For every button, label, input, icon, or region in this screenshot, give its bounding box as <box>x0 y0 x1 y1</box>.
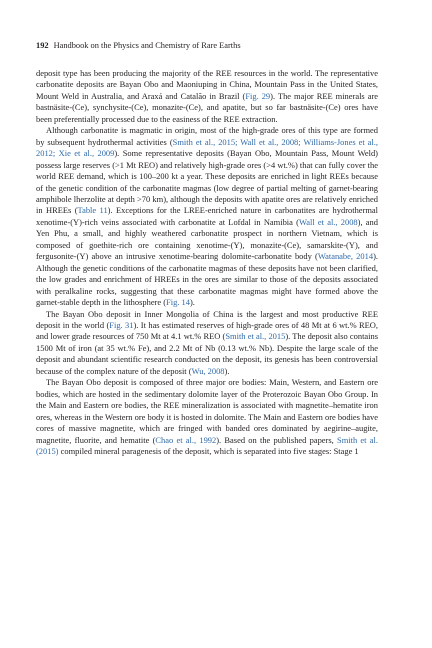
citation-link[interactable]: Fig. 31 <box>109 319 134 330</box>
citation-link[interactable]: Smith et al., 2015 <box>225 331 286 342</box>
citation-link[interactable]: Wu, 2008 <box>191 365 225 376</box>
page-number: 192 <box>36 41 49 50</box>
paragraph <box>36 68 378 125</box>
citation-link[interactable]: Chao et al., 1992 <box>155 434 217 445</box>
citation-link[interactable]: Fig. 14 <box>166 297 190 308</box>
running-header <box>36 41 241 51</box>
citation-link[interactable]: Smith et al., 2015; Wall et al., 2008; Williams-Jones et al., 2012; Xie et al., 2009 <box>36 136 378 159</box>
body-text <box>36 68 378 457</box>
paragraph-text: The Bayan Obo deposit in Inner Mongolia of China is the largest and most productive REE deposit in the world ( <box>36 308 378 330</box>
paragraph-text: ). Exceptions for the LREE-enriched nature in carbonatites are hydrothermal xenotime-(Y)-rich veins associated with carbonatite at Lofdal in Namibia ( <box>36 205 379 227</box>
citation-link[interactable]: Smith et al. (2015) <box>36 434 378 456</box>
paragraph-text: ). The major REE minerals are bastnäsite-(Ce), synchysite-(Ce), monazite-(Ce), and apatite, but so far bastnäsite-(Ce) ores have been preferentially processed due to the easiness of the REE extraction. <box>36 90 378 124</box>
paragraph-text: Although carbonatite is magmatic in origin, most of the high-grade ores of this type are formed by subsequent hydrothermal activities ( <box>36 125 378 147</box>
paragraph <box>36 377 378 457</box>
citation-link[interactable]: Wall et al., 2008 <box>298 216 358 227</box>
citation-link[interactable]: Table 11 <box>77 205 108 216</box>
paragraph-text: ). It has estimated reserves of high-grade ores of 48 Mt at 6 wt.% REO, and lower grade resources of 750 Mt at 4.1 wt.% REO ( <box>36 319 379 342</box>
paragraph-text: ). The deposit also contains 1500 Mt of iron (at 35 wt.% Fe), and 2.2 Mt of Nb (0.13 wt.% Nb). Despite the large scale of the deposit and abundant scientific research conducted on the deposit, its genesis has been controversial because of the complex nature of the deposit ( <box>36 331 378 376</box>
paragraph-text: ). Some representative deposits (Bayan Obo, Mountain Pass, Mount Weld) possess large reserves (>1 Mt REO) and relatively high-grade ores (>4 wt.%) that can fully cover the world REE demand, which is 100–200 kt a year. These deposits are enriched in light REEs because of the genetic condition of the carbonatite magmas (low degree of partial melting of garnet-bearing amphibole lherzolite at depth >70 km), although the deposits with apatite ores are relatively enriched in HREEs ( <box>36 148 378 216</box>
running-title: Handbook on the Physics and Chemistry of Rare Earths <box>53 41 241 50</box>
paragraph-text: deposit type has been producing the majority of the REE resources in the world. The representative carbonatite deposits are Bayan Obo and Maoniuping in China, Mountain Pass in the United States, Mount Weld in Australia, and Araxá and Catalão in Brazil ( <box>36 68 378 101</box>
paragraph-text: ). Although the genetic conditions of the carbonatite magmas of these deposits have not been clarified, the low grades and enrichment of HREEs in the ores are similar to those of the deposits associated with peralkaline rocks, suggesting that these carbonatite magmas might have formed above the garnet-stable depth in the lithosphere ( <box>36 251 378 308</box>
citation-link[interactable]: Watanabe, 2014 <box>317 251 374 262</box>
paragraph-text: ). <box>189 297 195 308</box>
paragraph-text: The Bayan Obo deposit is composed of three major ore bodies: Main, Western, and Eastern ore bodies, which are hosted in the sedimentary dolomite layer of the Proterozoic Bayan Obo Group. In the Main and Eastern ore bodies, the REE mineralization is associated with magnetite–hematite iron ores, whereas in the Western ore body it is hosted in dolomite. The Main and Eastern ore bodies have cores of massive magnetite, which are fringed with banded ores dominated by aegirine–augite, magnetite, fluorite, and hematite ( <box>36 377 378 445</box>
paragraph-text: ). Based on the published papers, <box>216 434 338 445</box>
paragraph-text: ), and Yen Phu, a small, and highly weathered carbonatite prospect in northern Vietnam, which is composed of goethite-rich ore containing xenotime-(Y), monazite-(Ce), samarskite-(Y), and fergusonite-(Y) above an intrusive xenotime-bearing dolomite-carbonatite body ( <box>36 216 378 262</box>
paragraph <box>36 125 378 308</box>
paragraph <box>36 309 378 378</box>
citation-link[interactable]: Fig. 29 <box>245 90 271 101</box>
paragraph-text: compiled mineral paragenesis of the deposit, which is separated into five stages: Stage 1 <box>58 445 359 456</box>
paragraph-text: ). <box>224 365 230 376</box>
